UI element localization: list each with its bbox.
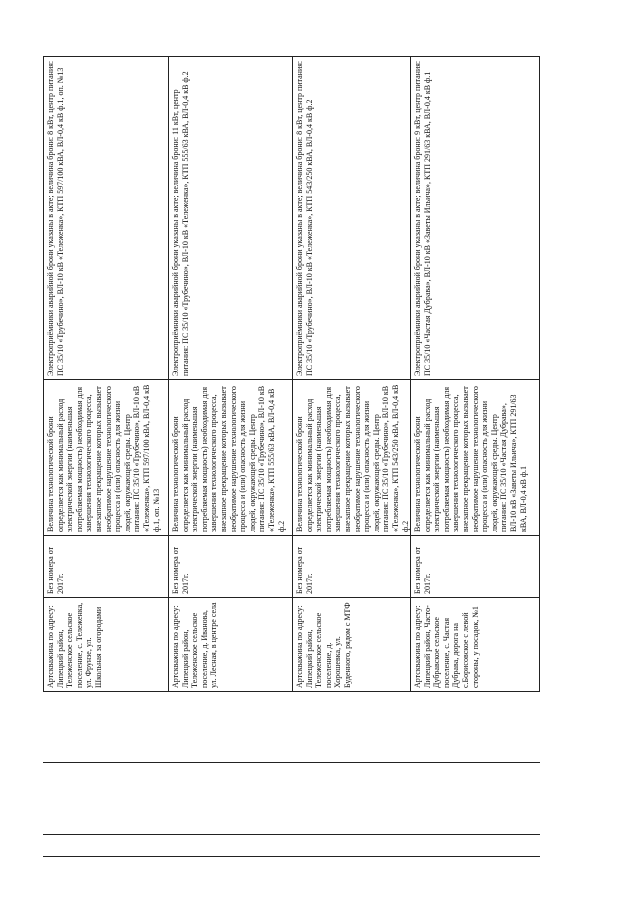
horizontal-rule [43,762,540,763]
armor-cell: Электроприёмники аварийной брони указаны в акте; величина брони: 9 кВт, центр питания: ПС 35/10 «Частая Дубрава», ВЛ-10 кВ «Заветы Ильича», КТП 291/63 кВА, ВЛ-0,4 кВ ф.1 [413,60,432,376]
table-row [44,56,168,691]
location-cell: Артскважина по адресу: Липецкий район, Тележенское сельское поселение, д. Хорошевка, ул. Буденного, рядом с МТФ [293,597,410,691]
armor-cell: Электроприёмники аварийной брони указаны в акте; величина брони: 8 кВт, центр питания: ПС 35/10 «Трубечино», ВЛ-10 кВ «Тележенка», КТП 597/100 кВА, ВЛ-0,4 кВ ф.1, оп. №13 [46,60,65,376]
description-cell: Величина технологической брони определяется как минимальный расход электрической энергии (наименьшая потребляемая мощность) необходимая для завершения технологического процесса, внезапное прекращение которых вызывает необратимое нарушение технологического процесса и (или) опасность для жизни людей, окружающей среды. Центр питания: ПС 35/10 «Трубечино», ВЛ-10 кВ «Тележенка», КТП 555/63 кВА, ВЛ-0,4 кВ ф.2 [169,379,292,535]
description-cell: Величина технологической брони определяется как минимальный расход электрической энергии (наименьшая потребляемая мощность) необходимая для завершения технологического процесса, внезапное прекращение которых вызывает необратимое нарушение технологического процесса и (или) опасность для жизни людей, окружающей среды. Центр питания: ПС 35/10 «Частая Дубрава», ВЛ-10 кВ «Заветы Ильича», КТП 291/63 кВА, ВЛ-0,4 кВ ф.1 [411,379,540,535]
armor-cell: Электроприёмники аварийной брони указаны в акте; величина брони: 8 кВт, центр питания: ПС 35/10 «Трубечино», ВЛ-10 кВ «Тележенка», КТП 543/250 кВА, ВЛ-0,4 кВ ф.2 [295,60,314,376]
rotated-table-area [43,56,540,692]
armor-cell: Электроприёмники аварийной брони указаны в акте; величина брони: 11 кВт, центр питания: ПС 35/10 «Трубечино», ВЛ-10 кВ «Тележенка», КТП 555/63 кВА, ВЛ-0,4 кВ ф.2 [171,71,190,376]
horizontal-rule [43,856,540,857]
number-cell: Без номера от 2017г. [411,535,540,597]
horizontal-rule [43,834,540,835]
location-cell: Артскважина по адресу: Липецкий район, Тележенское сельское поселение, с. Тележенка, ул. Фрунзе, ул. Школьная за огородами [44,597,168,691]
table-row [292,56,410,691]
table-row [410,56,540,691]
number-cell: Без номера от 2017г. [169,535,292,597]
location-cell: Артскважина по адресу: Липецкий район, Тележенское сельское поселение, д. Иванова, ул. Лесная, в центре села [169,597,292,691]
location-cell: Артскважина по адресу: Липецкий район, Часто-Дубравское сельское поселение, с. Частая Дубрава, дорога на с.Борисовское с левой стороны, у посадок, №1 [411,597,540,691]
number-cell: Без номера от 2017г. [293,535,410,597]
armor-table [43,56,540,692]
description-cell: Величина технологической брони определяется как минимальный расход электрической энергии (наименьшая потребляемая мощность) необходимая для завершения технологического процесса, внезапное прекращение которых вызывает необратимое нарушение технологического процесса и (или) опасность для жизни людей, окружающей среды. Центр питания: ПС 35/10 «Трубечино», ВЛ-10 кВ «Тележенка», КТП 597/100 кВА, ВЛ-0,4 кВ ф.1, оп. №13 [44,379,168,535]
description-cell: Величина технологической брони определяется как минимальный расход электрической энергии (наименьшая потребляемая мощность) необходимая для завершения технологического процесса, внезапное прекращение которых вызывает необратимое нарушение технологического процесса и (или) опасность для жизни людей, окружающей среды. Центр питания: ПС 35/10 «Трубечино», ВЛ-10 кВ «Тележенка», КТП 543/250 кВА, ВЛ-0,4 кВ ф.2 [293,379,410,535]
number-cell: Без номера от 2017г. [44,535,168,597]
table-row [168,56,292,691]
